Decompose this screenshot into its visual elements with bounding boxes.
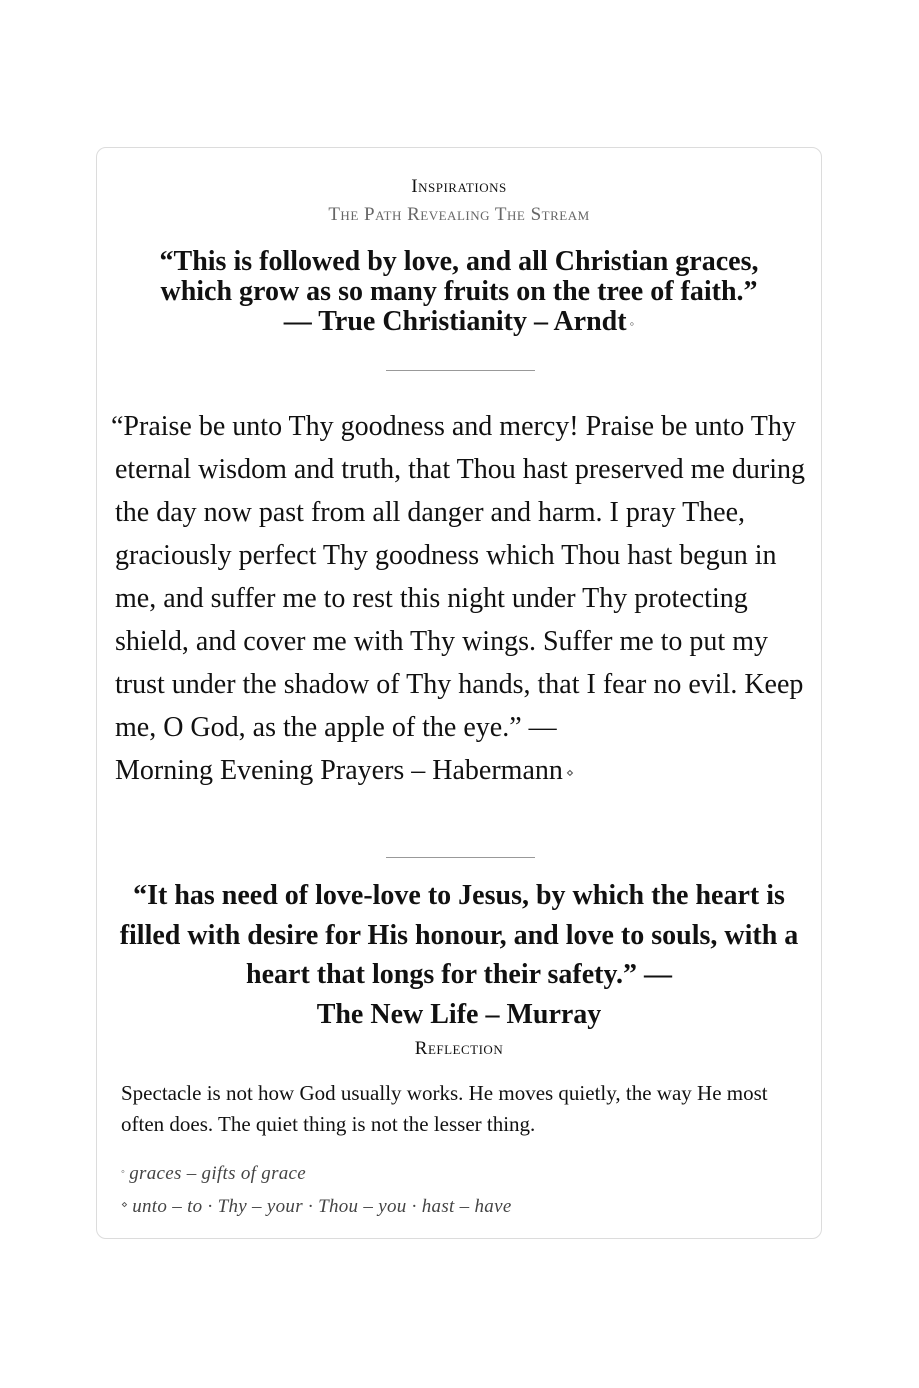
closing-quote-attribution: The New Life – Murray [316,998,602,1030]
prayer-passage [111,405,805,794]
featured-quote-line-2: which grow as so many fruits on the tree of faith.” [160,276,758,307]
closing-quote [115,876,803,1034]
footnote-marker-circle: ◦ [629,316,635,331]
prayer-attribution-line [115,749,805,794]
prayer-text: “Praise be unto Thy goodness and mercy! Praise be unto Thy eternal wisdom and truth, that Thou hast preserved me during the day now past from all danger and harm. I pray Thee, graciously perfect Thy goodness which Thou hast begun in me, and suffer me to rest this night under Thy protecting shield, and cover me with Thy wings. Suffer me to put my trust under the shadow of Thy hands, that I fear no evil. Keep me, O God, as the apple of the eye.” — [111,411,805,743]
footnote-marker-diamond: ⋄ [565,765,575,780]
featured-quote-attribution-line [117,307,801,339]
page-title: Inspirations [411,176,507,197]
footnote-text: unto – to · Thy – your · Thou – you · hast – have [132,1196,512,1217]
reflection-text: Spectacle is not how God usually works. He moves quietly, the way He most often does. The quiet thing is not the lesser thing. [121,1081,768,1136]
section-divider [386,857,535,858]
prayer-attribution: Morning Evening Prayers – Habermann [115,755,563,786]
page-subtitle: The Path Revealing The Stream [328,204,590,225]
footnote-2 [121,1196,801,1218]
section-divider [386,370,535,371]
footnote-text: graces – gifts of grace [129,1163,307,1184]
featured-quote [117,247,801,339]
content-card [96,147,822,1239]
footnote-symbol: ⋄ [121,1199,129,1211]
footnote-1 [121,1163,801,1185]
featured-quote-attribution: — True Christianity – Arndt [283,306,627,337]
footnote-symbol: ◦ [121,1166,126,1178]
reflection-heading: Reflection [414,1038,504,1059]
closing-quote-text: “It has need of love-love to Jesus, by which the heart is filled with desire for His honour, and love to souls, with a heart that longs for their safety.” — [119,880,799,990]
featured-quote-line-1: “This is followed by love, and all Christian graces, [159,246,759,277]
